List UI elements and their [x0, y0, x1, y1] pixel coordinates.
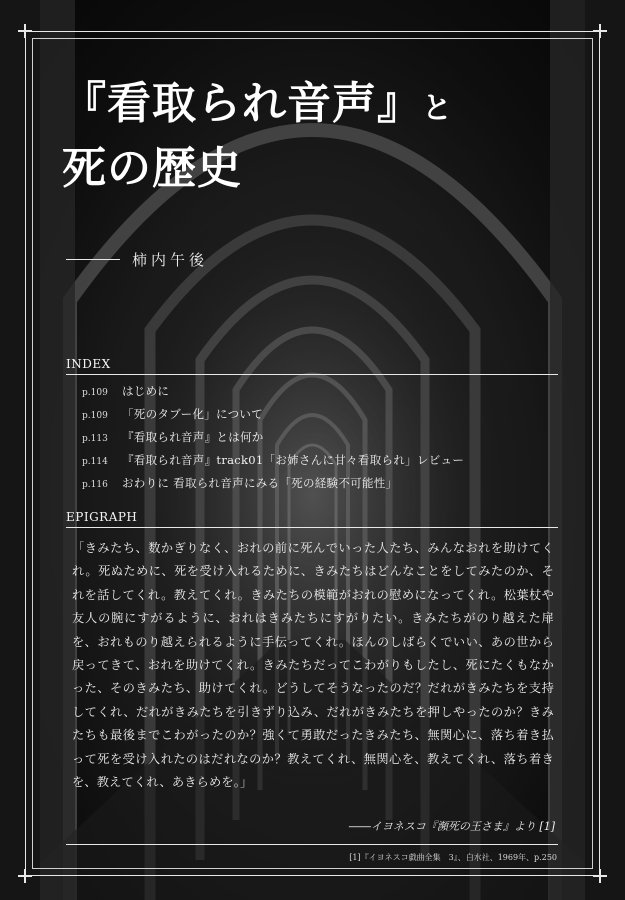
author-name: 柿内午後: [132, 251, 209, 269]
index-item: [82, 475, 552, 498]
index-page-number: p.109: [82, 411, 108, 421]
footnote-divider: [66, 844, 558, 845]
frame-corner-ornament: [593, 24, 607, 38]
index-page-number: p.116: [82, 480, 108, 490]
frame-corner-ornament: [18, 869, 32, 883]
index-page-number: p.113: [82, 434, 108, 444]
epigraph-quote: 「きみたち、数かぎりなく、おれの前に死んでいった人たち、みんなおれを助けてくれ。死ぬために、死を受け入れるために、きみたちはどんなことをしてみたのか、それを話してくれ。教えてくれ。きみたちの模範がおれの慰めになってくれ。松葉杖や友人の腕にすがるように、おれはきみたちにすがりたい。きみたちがのり越えた扉を、おれものり越えられるように手伝ってくれ。ほんのしばらくでいい、あの世から戻ってきて、おれを助けてくれ。きみたちだってこわがりもしたし、死にたくもなかった、そのきみたち、助けてくれ。どうしてそうなったのだ？だれがきみたちを支持してくれ、だれがきみたちを引きずり込み、だれがきみたちを押しやったのか？きみたちも最後までこわがったのか？強くて勇敢だったきみたち、無関心に、落ち着き払って死を受け入れたのはだれなのか？教えてくれ、無関心を、教えてくれ、落ち着きを、教えてくれ、あきらめを。」: [72, 541, 554, 790]
index-item-title: はじめに: [122, 384, 170, 398]
index-item-title: 『看取られ音声』track01「お姉さんに甘々看取られ」レビュー: [122, 453, 465, 467]
title-line-1: [62, 74, 453, 139]
index-item-title: 『看取られ音声』とは何か: [122, 430, 264, 444]
index-item: [82, 383, 552, 406]
index-item: [82, 429, 552, 452]
frame-corner-ornament: [593, 869, 607, 883]
title-line-2: 死の歴史: [62, 143, 242, 194]
frame-corner-ornament: [18, 24, 32, 38]
article-title: [62, 74, 453, 199]
index-item: [82, 452, 552, 475]
epigraph-heading: EPIGRAPH: [66, 510, 558, 528]
index-heading: INDEX: [66, 357, 558, 375]
footnote: [1]『イヨネスコ戯曲全集 3』、白水社、1969年、p.250: [349, 853, 557, 862]
author-dash-rule: [66, 259, 120, 260]
index-item: [82, 406, 552, 429]
author-byline: [66, 249, 208, 270]
index-page-number: p.109: [82, 388, 108, 398]
title-suffix: と: [422, 91, 453, 126]
index-list: [82, 383, 552, 498]
epigraph-source: ――イヨネスコ『瀕死の王さま』より [1]: [348, 820, 555, 833]
index-page-number: p.114: [82, 457, 108, 467]
title-main-text: 『看取られ音声』: [62, 78, 422, 129]
index-item-title: おわりに 看取られ音声にみる「死の経験不可能性」: [122, 476, 398, 490]
index-item-title: 「死のタブー化」について: [122, 407, 264, 421]
